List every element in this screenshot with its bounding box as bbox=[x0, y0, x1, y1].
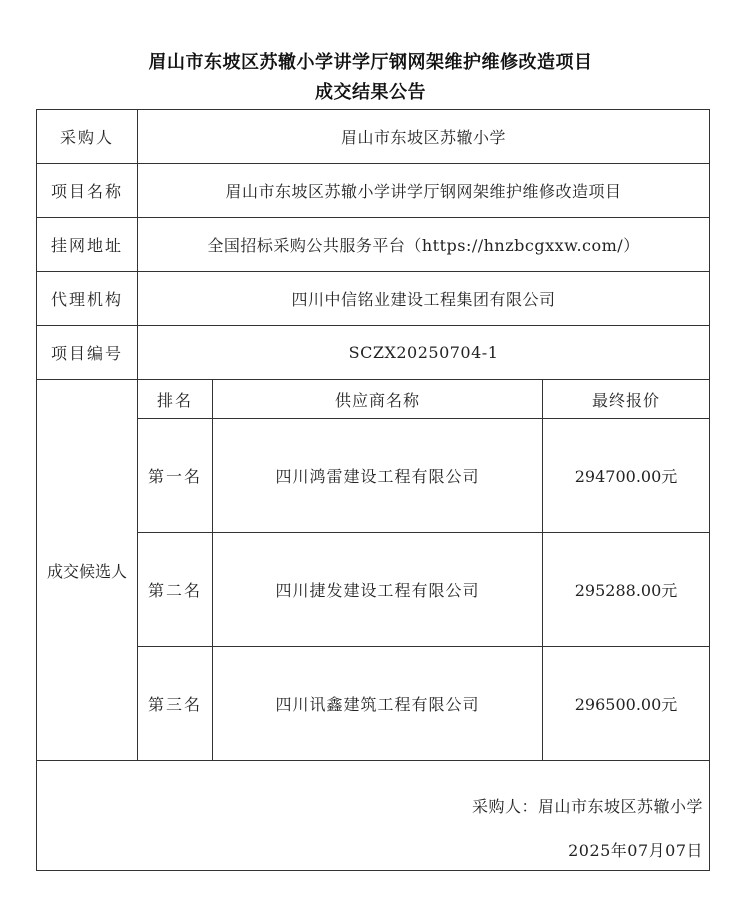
table-row bbox=[37, 419, 710, 533]
notice-title: 眉山市东坡区苏辙小学讲学厅钢网架维护维修改造项目 bbox=[148, 52, 593, 73]
buyer-label: 采购人 bbox=[37, 110, 138, 164]
project-number-label: 项目编号 bbox=[37, 326, 138, 380]
notice-subtitle: 成交结果公告 bbox=[315, 82, 426, 103]
supplier-cell: 四川捷发建设工程有限公司 bbox=[213, 533, 543, 647]
footer-row bbox=[37, 761, 710, 871]
supplier-header: 供应商名称 bbox=[213, 380, 543, 419]
supplier-cell: 四川鸿雷建设工程有限公司 bbox=[213, 419, 543, 533]
price-cell: 294700.00元 bbox=[543, 419, 710, 533]
rank-cell: 第三名 bbox=[138, 647, 213, 761]
posting-url-value: 全国招标采购公共服务平台（https://hnzbcgxxw.com/） bbox=[138, 218, 710, 272]
agency-label: 代理机构 bbox=[37, 272, 138, 326]
agency-value: 四川中信铭业建设工程集团有限公司 bbox=[138, 272, 710, 326]
rank-cell: 第二名 bbox=[138, 533, 213, 647]
buyer-value: 眉山市东坡区苏辙小学 bbox=[138, 110, 710, 164]
price-header: 最终报价 bbox=[543, 380, 710, 419]
info-row-project-name bbox=[37, 164, 710, 218]
info-row-agency bbox=[37, 272, 710, 326]
result-table bbox=[36, 109, 710, 871]
info-row-posting-url bbox=[37, 218, 710, 272]
table-row bbox=[37, 533, 710, 647]
candidates-header-row bbox=[37, 380, 710, 419]
footer-buyer: 采购人：眉山市东坡区苏辙小学 bbox=[472, 797, 704, 816]
footer-cell bbox=[37, 761, 710, 871]
supplier-cell: 四川讯鑫建筑工程有限公司 bbox=[213, 647, 543, 761]
project-name-value: 眉山市东坡区苏辙小学讲学厅钢网架维护维修改造项目 bbox=[138, 164, 710, 218]
info-row-project-number bbox=[37, 326, 710, 380]
candidates-label: 成交候选人 bbox=[37, 380, 138, 761]
table-row bbox=[37, 647, 710, 761]
rank-cell: 第一名 bbox=[138, 419, 213, 533]
info-row-buyer bbox=[37, 110, 710, 164]
project-number-value: SCZX20250704-1 bbox=[138, 326, 710, 380]
price-cell: 296500.00元 bbox=[543, 647, 710, 761]
price-cell: 295288.00元 bbox=[543, 533, 710, 647]
project-name-label: 项目名称 bbox=[37, 164, 138, 218]
footer-date: 2025年07月07日 bbox=[568, 841, 704, 860]
posting-url-label: 挂网地址 bbox=[37, 218, 138, 272]
rank-header: 排名 bbox=[138, 380, 213, 419]
